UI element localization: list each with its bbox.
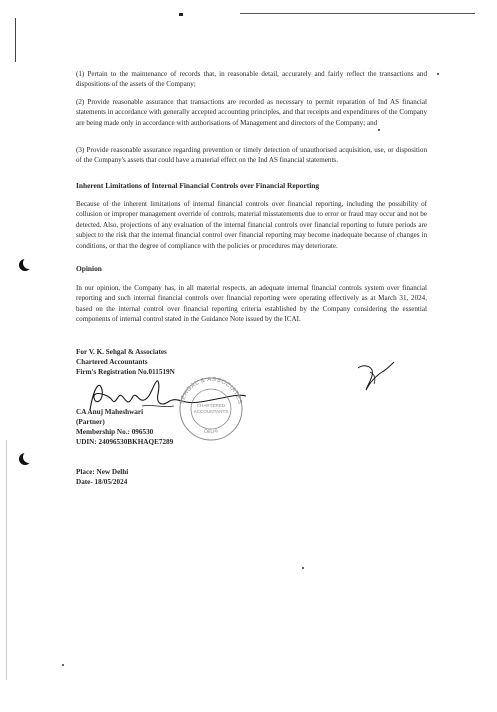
place-and-date [76,467,128,487]
partner-name: CA Anuj Maheshwari [76,408,144,416]
paragraph-prevention-detection: (3) Provide reasonable assurance regarding prevention or timely detection of unauthorised acquisition, use, or disposition of the Company's assets that could have a material effect on the Ind AS financial statements. [76,146,427,165]
seal-inner-text: CHARTERED [196,403,226,408]
seal-inner-text: ACCOUNTANTS [193,409,229,414]
seal-city-text: DELHI [203,428,219,436]
paragraph-reasonable-assurance: (2) Provide reasonable assurance that transactions are recorded as necessary to permit reparation of Ind AS financial statements in accordance with generally accepted accounting principles, and that receipts and expenditures of the Company are being made only in accordance with authorisations of Management and directors of the Company; and [76,98,427,127]
svg-text:SEHGAL & ASSOCIATES [179,377,242,405]
scan-dot [437,73,439,75]
left-scan-edge [6,440,7,680]
place: Place: New Delhi [76,468,129,476]
scan-mark [179,13,183,16]
paragraph-opinion: In our opinion, the Company has, in all material respects, an adequate internal financial controls system over financial reporting and such internal financial controls over financial reporting were operating effectively as at March 31, 2024, based on the internal control over financial reporting criteria established by the Company considering the essential components of internal control stated in the Guidance Note issued by the ICAI. [76,284,427,324]
firm-name: For V. K. Sehgal & Associates [76,348,167,356]
firm-details [76,347,175,377]
partner-details [76,407,173,447]
heading-inherent-limitations: Inherent Limitations of Internal Financial Controls over Financial Reporting [76,181,320,190]
scan-dot [302,567,304,569]
heading-opinion: Opinion [76,264,102,273]
membership-number: Membership No.: 096530 [76,428,154,436]
paragraph-maintenance-of-records: (1) Pertain to the maintenance of records that, in reasonable detail, accurately and fairly reflect the transactions and dispositions of the assets of the Company; [76,70,427,89]
partner-role: (Partner) [76,418,105,426]
seal-outer-text: SEHGAL & ASSOCIATES [179,376,243,405]
scan-dot [378,129,380,131]
left-margin-mark [15,18,16,62]
firm-designation: Chartered Accountants [76,358,148,366]
punch-hole-icon [19,453,31,465]
scan-dot [62,664,64,666]
date: Date- 18/05/2024 [76,478,128,486]
firm-registration: Firm's Registration No.011519N [76,368,175,376]
initials-mark [354,360,398,394]
paragraph-inherent-limitations: Because of the inherent limitations of internal financial controls over financial reporting, including the possibility of collusion or improper management override of controls, material misstatements due to error or fraud may occur and not be detected. Also, projections of any evaluation of the internal financial controls over financial reporting to future periods are subject to the risk that the internal financial control over financial reporting may become inadequate because of changes in conditions, or that the degree of compliance with the policies or procedures may deteriorate. [76,200,427,250]
top-rule [240,13,475,14]
punch-hole-icon [19,259,31,271]
udin-number: UDIN: 24096530BKHAQE7289 [76,438,174,446]
firm-seal-stamp [174,376,248,442]
svg-text:DELHI [203,428,219,435]
